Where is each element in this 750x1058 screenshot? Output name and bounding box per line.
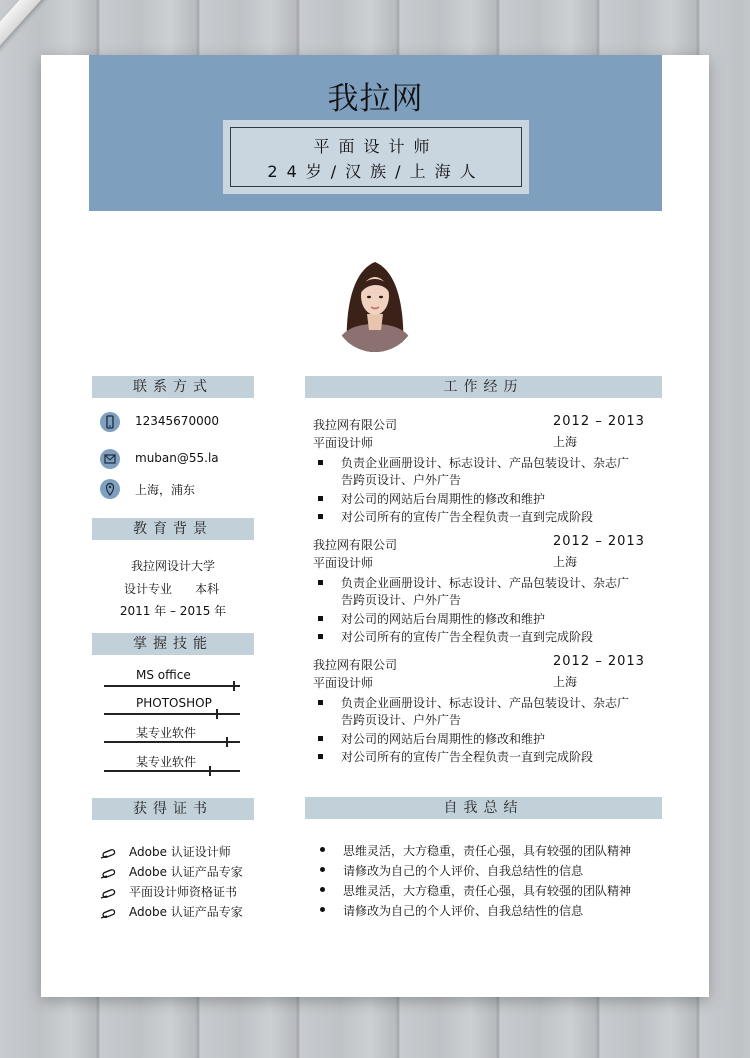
job-duty: 负责企业画册设计、标志设计、产品包装设计、杂志广 [341, 696, 630, 710]
summary-bullet [320, 887, 325, 892]
summary-bullet [320, 867, 325, 872]
job-duty: 负责企业画册设计、标志设计、产品包装设计、杂志广 [341, 576, 630, 590]
summary-item: 思维灵活，大方稳重，责任心强，具有较强的团队精神 [343, 844, 632, 858]
duty-bullet [318, 496, 323, 501]
contact-email: muban@55.la [135, 451, 219, 465]
job-company: 我拉网有限公司 [313, 418, 398, 432]
education-heading: 教育背景 [92, 518, 254, 540]
job-period: 2012 – 2013 [553, 414, 645, 429]
duty-bullet [318, 736, 323, 741]
skill-name: 某专业软件 [136, 726, 197, 740]
skill-bar [104, 685, 240, 687]
contact-phone: 12345670000 [135, 414, 219, 428]
personal-info: 24岁/汉族/上海人 [267, 162, 485, 181]
skill-name: 某专业软件 [136, 755, 197, 769]
resume-name: 我拉网 [327, 81, 424, 117]
job-position: 平面设计师 [313, 676, 374, 690]
job-period: 2012 – 2013 [553, 654, 645, 669]
skill-bar [104, 770, 240, 772]
skill-bar [104, 741, 240, 743]
duty-bullet [318, 616, 323, 621]
job-location: 上海 [553, 675, 578, 689]
skill-level-marker [216, 709, 218, 719]
summary-bullet [320, 907, 325, 912]
job-company: 我拉网有限公司 [313, 538, 398, 552]
summary-heading: 自我总结 [305, 797, 662, 819]
job-duty: 对公司所有的宣传广告全程负责一直到完成阶段 [341, 630, 594, 644]
duty-bullet [318, 514, 323, 519]
certificate-item: Adobe 认证设计师 [129, 845, 231, 859]
job-position: 平面设计师 [313, 436, 374, 450]
summary-item: 请修改为自己的个人评价、自我总结性的信息 [343, 904, 584, 918]
certificate-icon [100, 905, 118, 917]
skills-heading: 掌握技能 [92, 633, 254, 655]
summary-bullet [320, 847, 325, 852]
title-box [223, 120, 529, 194]
skill-level-marker [233, 681, 235, 691]
certificate-item: 平面设计师资格证书 [129, 885, 238, 899]
work-heading: 工作经历 [305, 376, 662, 398]
job-duty: 对公司所有的宣传广告全程负责一直到完成阶段 [341, 510, 594, 524]
job-duty: 对公司的网站后台周期性的修改和维护 [341, 492, 546, 506]
contact-heading: 联系方式 [92, 376, 254, 398]
education-degree: 本科 [195, 582, 220, 596]
contact-address: 上海，浦东 [135, 483, 196, 497]
skill-bar [104, 713, 240, 715]
education-school: 我拉网设计大学 [130, 559, 215, 573]
skill-name: MS office [136, 668, 191, 682]
job-duty: 告跨页设计、户外广告 [341, 593, 462, 607]
duty-bullet [318, 754, 323, 759]
mail-icon [100, 449, 120, 469]
summary-item: 思维灵活，大方稳重，责任心强，具有较强的团队精神 [343, 884, 632, 898]
job-duty: 对公司的网站后台周期性的修改和维护 [341, 612, 546, 626]
header-banner [89, 55, 662, 211]
job-location: 上海 [553, 435, 578, 449]
job-period: 2012 – 2013 [553, 534, 645, 549]
job-duty: 告跨页设计、户外广告 [341, 713, 462, 727]
avatar [333, 252, 417, 352]
job-location: 上海 [553, 555, 578, 569]
skill-level-marker [226, 737, 228, 747]
job-title: 平面设计师 [313, 137, 439, 156]
summary-item: 请修改为自己的个人评价、自我总结性的信息 [343, 864, 584, 878]
certificate-icon [100, 885, 118, 897]
certificate-item: Adobe 认证产品专家 [129, 905, 243, 919]
certificate-item: Adobe 认证产品专家 [129, 865, 243, 879]
education-period: 2011 年 – 2015 年 [119, 604, 227, 618]
title-box-frame [230, 127, 522, 187]
job-duty: 负责企业画册设计、标志设计、产品包装设计、杂志广 [341, 456, 630, 470]
job-duty: 对公司的网站后台周期性的修改和维护 [341, 732, 546, 746]
duty-bullet [318, 580, 323, 585]
job-duty: 对公司所有的宣传广告全程负责一直到完成阶段 [341, 750, 594, 764]
location-pin-icon [100, 479, 120, 499]
certificate-icon [100, 845, 118, 857]
phone-icon [100, 412, 120, 432]
job-company: 我拉网有限公司 [313, 658, 398, 672]
duty-bullet [318, 700, 323, 705]
job-position: 平面设计师 [313, 556, 374, 570]
skill-name: PHOTOSHOP [136, 696, 212, 710]
job-duty: 告跨页设计、户外广告 [341, 473, 462, 487]
certificates-heading: 获得证书 [92, 798, 254, 820]
duty-bullet [318, 634, 323, 639]
duty-bullet [318, 460, 323, 465]
education-major: 设计专业 [124, 582, 173, 596]
certificate-icon [100, 865, 118, 877]
skill-level-marker [209, 766, 211, 776]
